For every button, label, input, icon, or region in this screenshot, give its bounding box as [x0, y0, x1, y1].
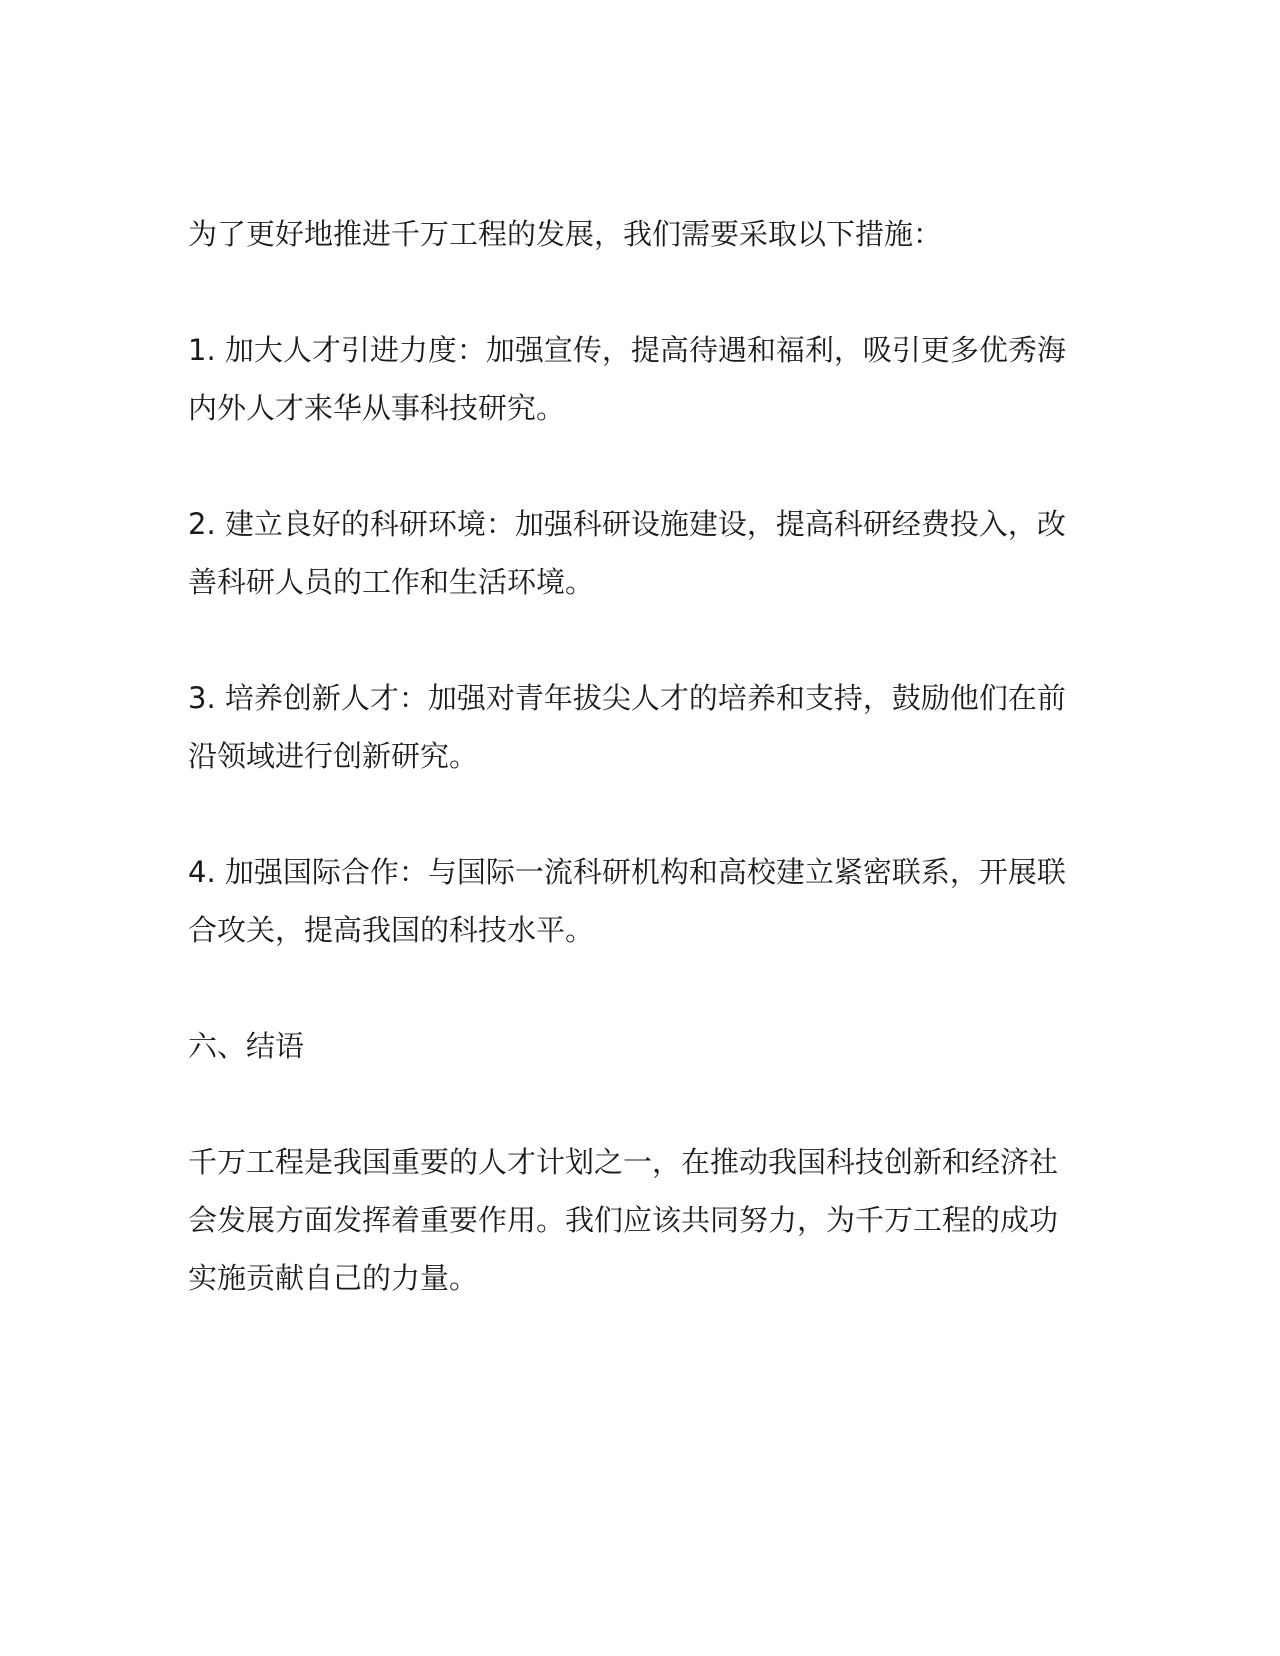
section-heading: 六、结语 — [188, 1029, 305, 1063]
conclusion-paragraph: 千万工程是我国重要的人才计划之一，在推动我国科技创新和经济社会发展方面发挥着重要作用。我们应该共同努力，为千万工程的成功实施贡献自己的力量。 — [188, 1145, 1059, 1295]
measure-item-3: 3. 培养创新人才：加强对青年拔尖人才的培养和支持，鼓励他们在前沿领域进行创新研究。 — [188, 681, 1066, 773]
measure-item-2: 2. 建立良好的科研环境：加强科研设施建设，提高科研经费投入，改善科研人员的工作和生活环境。 — [188, 507, 1066, 599]
measure-item-4: 4. 加强国际合作：与国际一流科研机构和高校建立紧密联系，开展联合攻关，提高我国的科技水平。 — [188, 855, 1066, 947]
document-body — [188, 205, 1078, 1307]
measure-item-1: 1. 加大人才引进力度：加强宣传，提高待遇和福利，吸引更多优秀海内外人才来华从事科技研究。 — [188, 333, 1066, 425]
intro-paragraph: 为了更好地推进千万工程的发展，我们需要采取以下措施： — [188, 217, 943, 251]
